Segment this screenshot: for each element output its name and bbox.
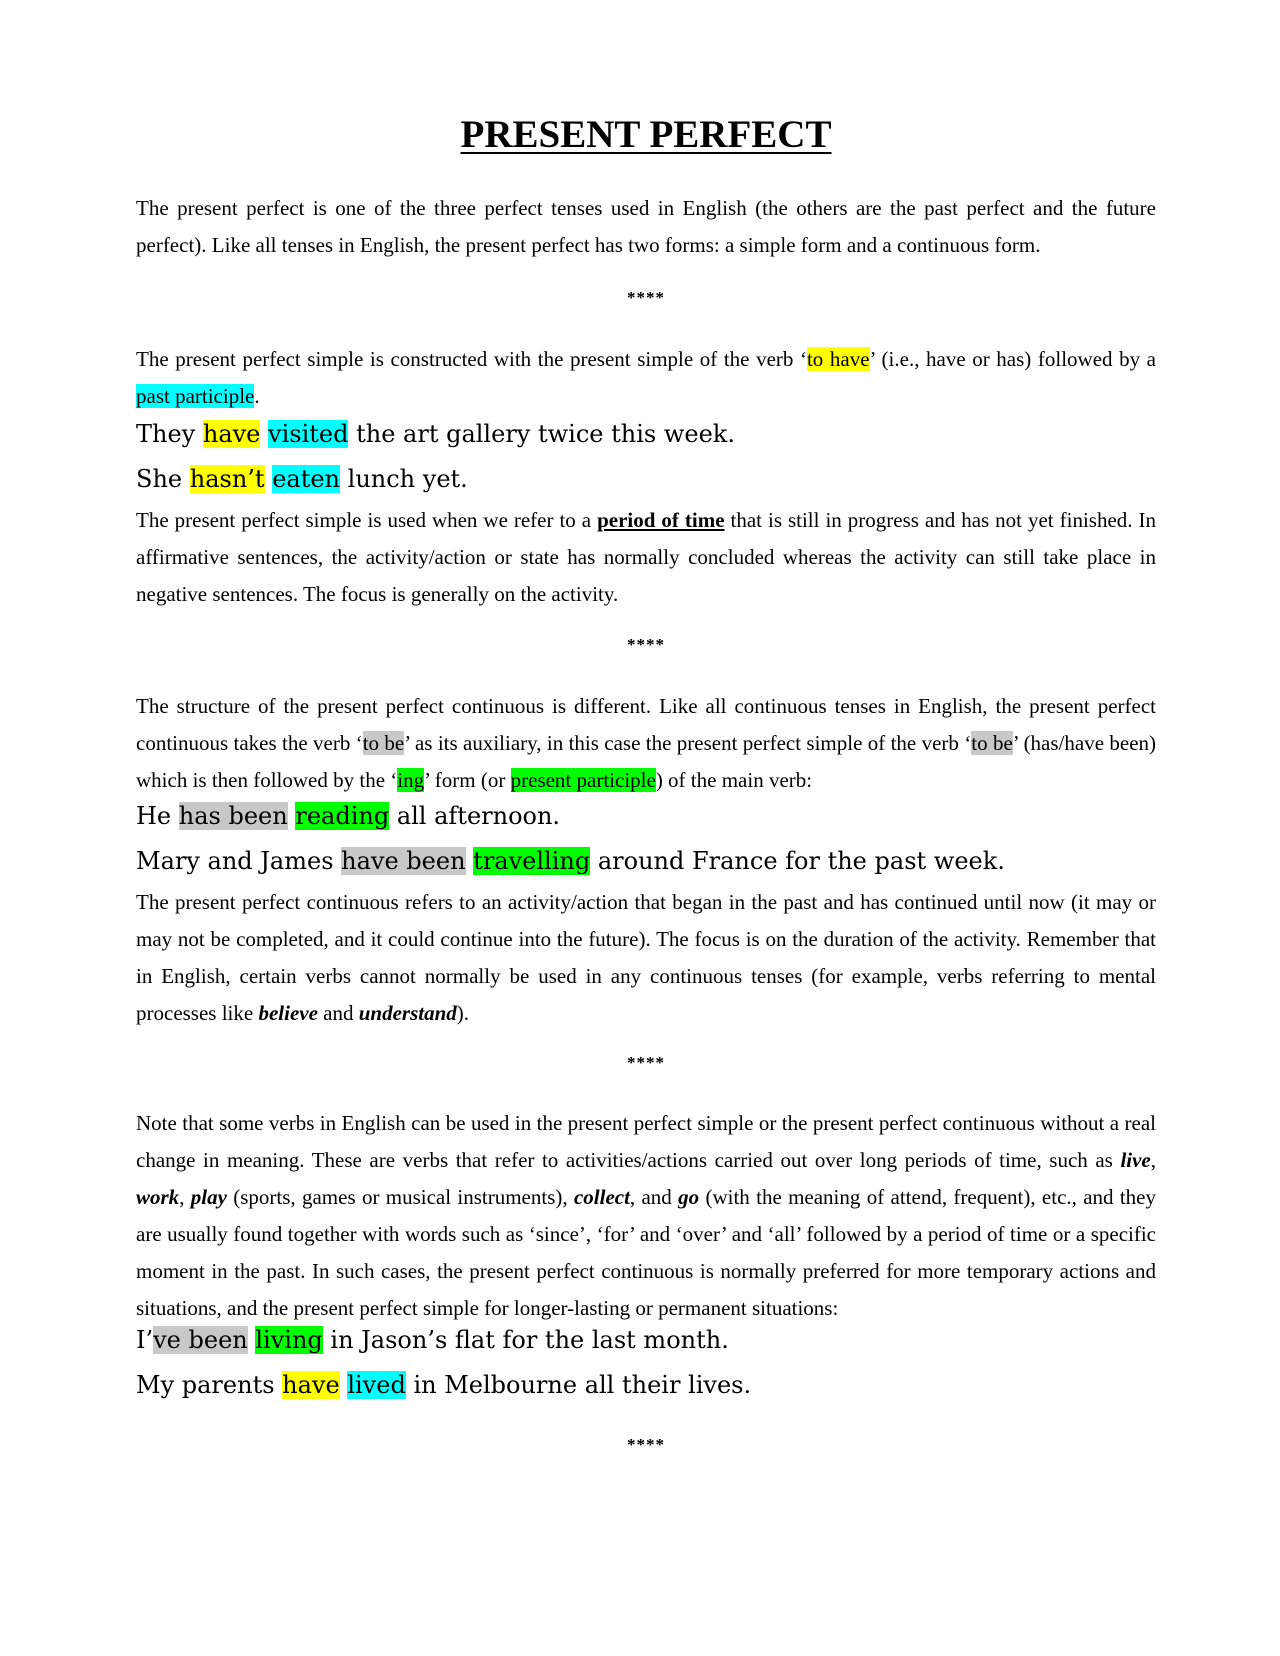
continuous-structure-paragraph: The structure of the present perfect continuous is different. Like all continuous tenses in English, the present perfect continuous takes the verb ‘to be’ as its auxiliary, in this case the present perfect simple of the verb ‘to be’ (has/have been) which is then followed by the ‘ing’ form (or present participle) of the main verb:: [136, 694, 1157, 792]
emphasis-collect: collect: [573, 1185, 630, 1209]
highlight-past-participle: past participle: [136, 384, 255, 408]
continuous-usage-paragraph: The present perfect continuous refers to an activity/action that began in the past and has continued until now (it may or may not be completed, and it could continue into the future). The focus is on the duration of the activity. Remember that in English, certain verbs cannot normally be used in any continuous tenses (for example, verbs referring to mental processes like believe and understand).: [136, 890, 1156, 1025]
emphasis-live: live: [1120, 1148, 1151, 1172]
example-sentence: I’ve been living in Jason’s flat for the last month.: [136, 1326, 729, 1354]
intro-paragraph: The present perfect is one of the three perfect tenses used in English (the others are the past perfect and the future perfect). Like all tenses in English, the present perfect has two forms: a simple form and a continuous form.: [136, 196, 1156, 257]
emphasis-work: work: [136, 1185, 180, 1209]
highlight-participle: reading: [295, 802, 390, 830]
emphasis-believe: believe: [258, 1001, 318, 1025]
emphasis-period-of-time: period of time: [597, 508, 725, 532]
example-sentence: He has been reading all afternoon.: [136, 802, 561, 830]
section-separator: ****: [627, 1053, 665, 1072]
highlight-participle: travelling: [473, 847, 591, 875]
emphasis-understand: understand: [358, 1001, 457, 1025]
example-sentence: Mary and James have been travelling around France for the past week.: [136, 847, 1005, 875]
highlight-to-be: to be: [971, 731, 1013, 755]
simple-usage-paragraph: The present perfect simple is used when we refer to a period of time that is still in progress and has not yet finished. In affirmative sentences, the activity/action or state has normally concluded whereas the activity can still take place in negative sentences. The focus is generally on the activity.: [136, 508, 1156, 606]
highlight-auxiliary: have: [202, 420, 261, 448]
emphasis-play: play: [190, 1185, 227, 1209]
highlight-present-participle: present participle: [510, 768, 656, 792]
highlight-auxiliary: hasn’t: [189, 465, 265, 493]
section-separator: ****: [627, 635, 665, 654]
emphasis-go: go: [678, 1185, 700, 1209]
example-sentence: My parents have lived in Melbourne all their lives.: [136, 1371, 752, 1399]
highlight-participle: lived: [347, 1371, 406, 1399]
highlight-auxiliary: has been: [178, 802, 288, 830]
example-sentence: They have visited the art gallery twice this week.: [136, 420, 735, 448]
page-title: PRESENT PERFECT: [460, 113, 832, 156]
highlight-to-be: to be: [362, 731, 405, 755]
highlight-participle: eaten: [272, 465, 341, 493]
simple-construction-paragraph: The present perfect simple is constructed with the present simple of the verb ‘to have’ (i.e., have or has) followed by a past participle.: [136, 347, 1156, 408]
highlight-participle: visited: [268, 420, 349, 448]
highlight-participle: living: [255, 1326, 323, 1354]
highlight-to-have: to have: [806, 347, 870, 371]
highlight-auxiliary: have been: [341, 847, 466, 875]
section-separator: ****: [627, 288, 665, 307]
highlight-auxiliary: have: [282, 1371, 340, 1399]
highlight-auxiliary: ve been: [153, 1326, 248, 1354]
section-separator: ****: [627, 1435, 665, 1454]
highlight-ing: ing: [397, 768, 425, 792]
example-sentence: She hasn’t eaten lunch yet.: [136, 465, 468, 493]
note-paragraph: Note that some verbs in English can be used in the present perfect simple or the present perfect continuous without a real change in meaning. These are verbs that refer to activities/actions carried out over long periods of time, such as live, work, play (sports, games or musical instruments), collect, and go (with the meaning of attend, frequent), etc., and they are usually found together with words such as ‘since’, ‘for’ and ‘over’ and ‘all’ followed by a period of time or a specific moment in the past. In such cases, the present perfect continuous is normally preferred for more temporary actions and situations, and the present perfect simple for longer-lasting or permanent situations:: [136, 1111, 1157, 1320]
